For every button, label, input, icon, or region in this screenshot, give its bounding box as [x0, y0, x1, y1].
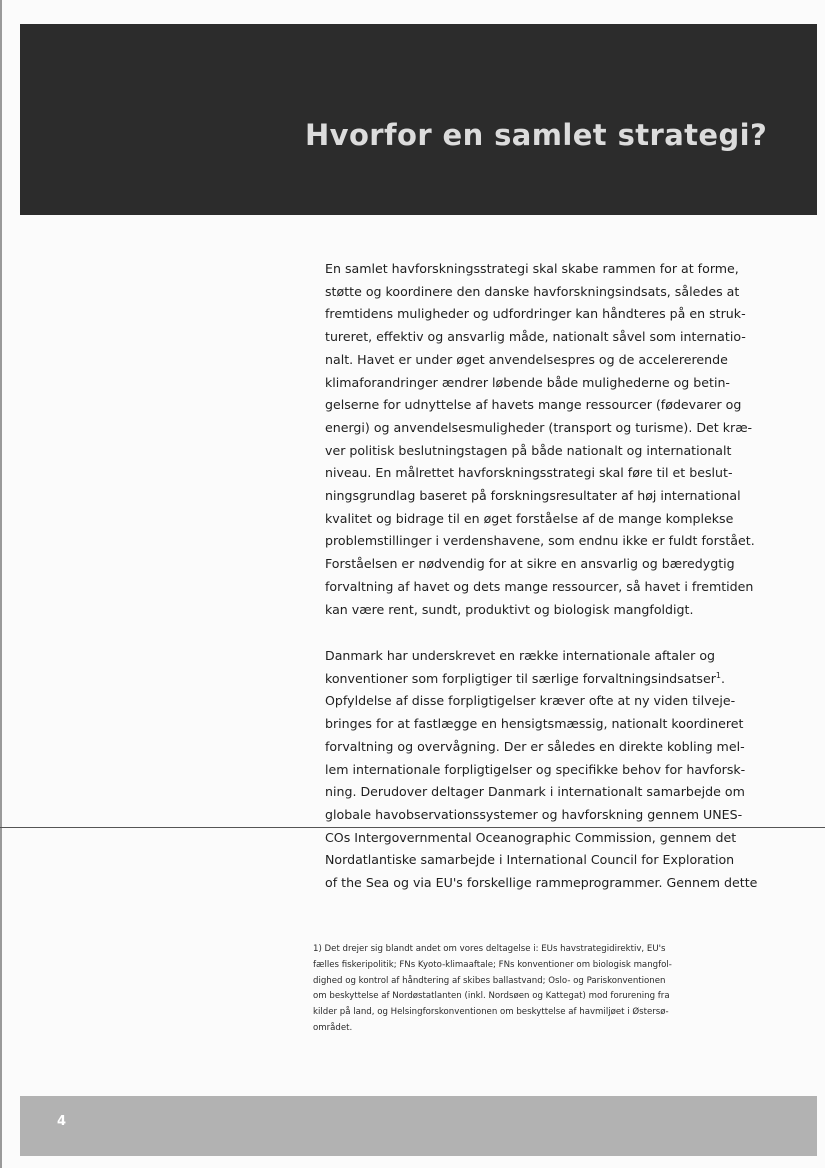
body-paragraph-1	[325, 258, 757, 621]
text-line: nalt. Havet er under øget anvendelsespres og de accelererende	[325, 351, 728, 367]
footnote-line: kilder på land, og Helsingforskonventionen om beskyttelse af havmiljøet i Østersø-	[313, 1007, 669, 1018]
body-paragraph-2	[325, 645, 757, 895]
text-line: COs Intergovernmental Oceanographic Commission, gennem det	[325, 829, 737, 845]
footnote	[313, 942, 773, 1037]
page-number: 4	[57, 1114, 67, 1129]
text-line: kan være rent, sundt, produktivt og biologisk mangfoldigt.	[325, 601, 694, 617]
text-line: Nordatlantiske samarbejde i International Council for Exploration	[325, 852, 735, 868]
footnote-line: dighed og kontrol af håndtering af skibes ballastvand; Oslo- og Pariskonventionen	[313, 975, 666, 986]
footnote-reference: 1	[715, 670, 721, 680]
scan-crop-line	[0, 827, 825, 828]
text-line: globale havobservationssystemer og havforskning gennem UNES-	[325, 806, 743, 822]
text-line: støtte og koordinere den danske havforskningsindsats, således at	[325, 283, 740, 299]
text-line: forvaltning af havet og dets mange ressourcer, så havet i fremtiden	[325, 578, 754, 594]
text-line: lem internationale forpligtigelser og specifikke behov for havforsk-	[325, 761, 746, 777]
text-line: En samlet havforskningsstrategi skal skabe rammen for at forme,	[325, 261, 739, 276]
footnote-line: området.	[313, 1022, 353, 1033]
text-line: ning. Derudover deltager Danmark i internationalt samarbejde om	[325, 784, 745, 800]
text-line	[325, 668, 757, 691]
text-line: Opfyldelse af disse forpligtigelser kræver ofte at ny viden tilveje-	[325, 693, 736, 709]
text-line: klimaforandringer ændrer løbende både mulighederne og betin-	[325, 374, 730, 390]
text-segment: konventioner som forpligtiger til særlige forvaltningsindsatser	[325, 670, 716, 686]
text-line: forvaltning og overvågning. Der er således en direkte kobling mel-	[325, 738, 745, 754]
footnote-line: om beskyttelse af Nordøstatlanten (inkl. Nordsøen og Kattegat) mod forurening fra	[313, 991, 670, 1002]
text-line: Danmark har underskrevet en række internationale aftaler og	[325, 648, 716, 663]
text-line: of the Sea og via EU's forskellige rammeprogrammer. Gennem dette	[325, 875, 758, 891]
text-segment: .	[720, 670, 725, 686]
text-line: ver politisk beslutningstagen på både nationalt og internationalt	[325, 442, 732, 458]
text-line: problemstillinger i verdenshavene, som endnu ikke er fuldt forstået.	[325, 533, 755, 549]
page-title: Hvorfor en samlet strategi?	[305, 118, 768, 152]
text-line: niveau. En målrettet havforskningsstrategi skal føre til et beslut-	[325, 465, 733, 481]
footnote-line: 1) Det drejer sig blandt andet om vores deltagelse i: EUs havstrategidirektiv, EU's	[313, 944, 666, 954]
text-line: kvalitet og bidrage til en øget forståelse af de mange komplekse	[325, 510, 734, 526]
footnote-line: fælles fiskeripolitik; FNs Kyoto-klimaaftale; FNs konventioner om biologisk mangfol-	[313, 959, 672, 970]
text-line: gelserne for udnyttelse af havets mange ressourcer (fødevarer og	[325, 397, 742, 413]
text-line: Forståelsen er nødvendig for at sikre en ansvarlig og bæredygtig	[325, 556, 735, 572]
page-edge-line	[0, 0, 2, 1168]
text-line: tureret, effektiv og ansvarlig måde, nationalt såvel som internatio-	[325, 329, 746, 345]
footer-band	[20, 1096, 817, 1156]
text-line: energi) og anvendelsesmuligheder (transport og turisme). Det kræ-	[325, 419, 753, 435]
text-line: fremtidens muligheder og udfordringer kan håndteres på en struk-	[325, 306, 746, 322]
text-line: ningsgrundlag baseret på forskningsresultater af høj international	[325, 488, 741, 504]
text-line: bringes for at fastlægge en hensigtsmæssig, nationalt koordineret	[325, 716, 744, 732]
